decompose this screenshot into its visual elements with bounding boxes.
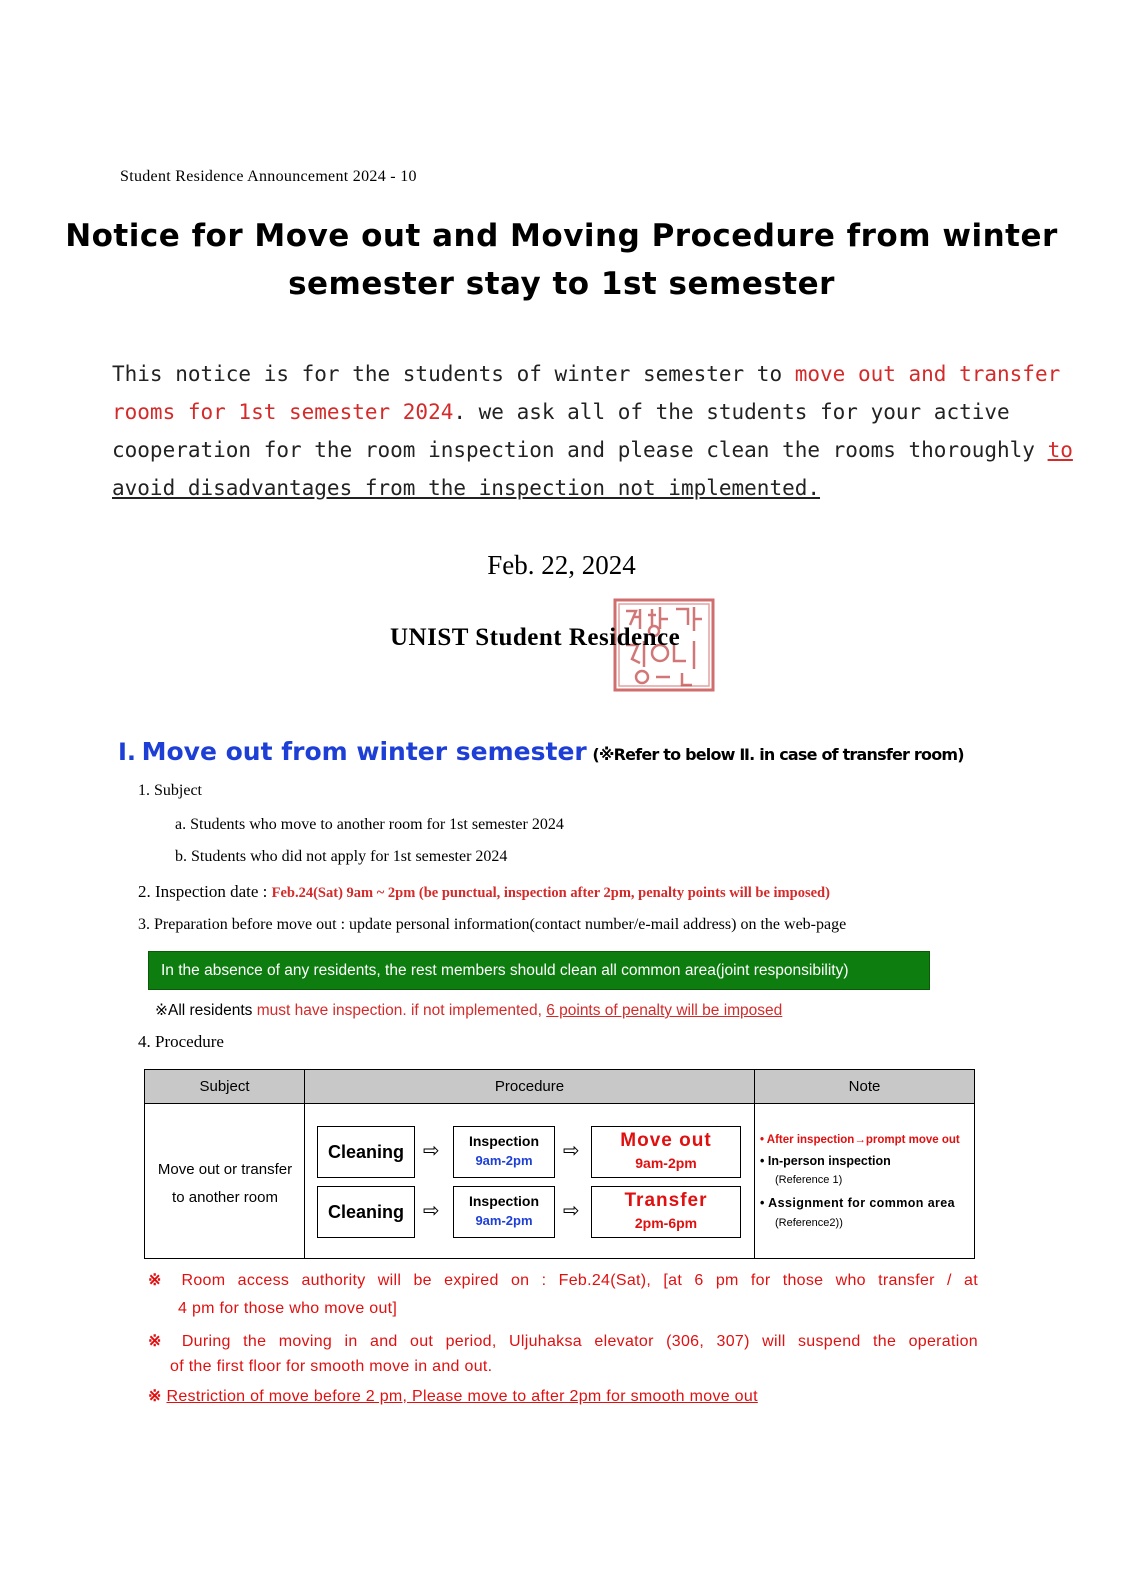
intro-highlight: to xyxy=(1047,438,1073,462)
item-subject-a: a. Students who move to another room for 1st semester 2024 xyxy=(175,816,564,833)
announcement-number: Student Residence Announcement 2024 - 10 xyxy=(120,168,417,185)
item-inspection-date xyxy=(138,882,830,902)
section-heading xyxy=(118,737,964,766)
subject-line: Move out or transfer xyxy=(157,1161,293,1178)
inspection-value: Feb.24(Sat) 9am ~ 2pm (be punctual, inspection after 2pm, penalty points will be imposed) xyxy=(271,885,830,901)
note-prefix: ※All residents xyxy=(155,1002,257,1019)
step-label: Move out xyxy=(620,1130,712,1151)
table-header-procedure: Procedure xyxy=(305,1070,755,1104)
remark-text: During the moving in and out period, Uljuhaksa elevator (306, 307) will suspend the operation xyxy=(181,1333,978,1350)
notice-date: Feb. 22, 2024 xyxy=(487,550,636,580)
procedure-table xyxy=(144,1069,975,1259)
table-header-subject: Subject xyxy=(145,1070,305,1104)
section-title: Move out from winter semester xyxy=(141,737,587,766)
inspection-penalty-note xyxy=(155,1001,782,1020)
note-reference: (Reference2)) xyxy=(775,1217,843,1229)
step-inspection xyxy=(453,1186,555,1238)
remark-text: Restriction of move before 2 pm, Please move to after 2pm for smooth move out xyxy=(166,1388,758,1405)
note-common-area: • Assignment for common area xyxy=(760,1196,956,1210)
step-time: 2pm-6pm xyxy=(634,1215,698,1231)
reference-mark-icon: ※ xyxy=(148,1388,162,1405)
item-subject-b: b. Students who did not apply for 1st semester 2024 xyxy=(175,848,508,865)
intro-text: . we ask all of the students for your active xyxy=(453,400,1010,424)
remark-access-expiry-cont: 4 pm for those who move out] xyxy=(178,1300,398,1317)
step-transfer xyxy=(591,1186,741,1238)
note-warning: must have inspection. if not implemented, xyxy=(256,1002,547,1019)
intro-line1 xyxy=(112,362,1061,386)
common-area-notice-box: In the absence of any residents, the rest members should clean all common area(joint responsibility) xyxy=(148,951,930,990)
intro-line4: avoid disadvantages from the inspection not implemented. xyxy=(112,476,821,500)
intro-line2 xyxy=(112,400,1010,424)
intro-highlight: rooms for 1st semester 2024 xyxy=(112,400,454,424)
step-move-out xyxy=(591,1126,741,1178)
step-label: Inspection xyxy=(468,1133,539,1149)
arrow-right-icon: ⇨ xyxy=(423,1138,440,1162)
step-label: Inspection xyxy=(468,1193,539,1209)
table-divider xyxy=(754,1104,755,1258)
table-header-note: Note xyxy=(755,1070,974,1104)
section-note: (※Refer to below Ⅱ. in case of transfer room) xyxy=(592,745,964,764)
step-cleaning: Cleaning xyxy=(317,1186,415,1238)
remark-elevator xyxy=(148,1331,978,1351)
intro-text: This notice is for the students of winter semester to xyxy=(112,362,795,386)
step-time: 9am-2pm xyxy=(635,1155,697,1171)
table-subject-cell xyxy=(145,1156,305,1212)
remark-text: Room access authority will be expired on : Feb.24(Sat), [at 6 pm for those who transfer / at xyxy=(181,1272,978,1289)
remark-access-expiry xyxy=(148,1270,978,1290)
remark-elevator-cont: of the first floor for smooth move in and out. xyxy=(170,1358,493,1375)
reference-mark-icon: ※ xyxy=(148,1272,170,1289)
reference-mark-icon: ※ xyxy=(148,1333,170,1350)
section-number: Ⅰ. xyxy=(118,738,137,766)
arrow-right-icon: ⇨ xyxy=(563,1138,580,1162)
remark-move-restriction xyxy=(148,1386,758,1406)
item-preparation: 3. Preparation before move out : update personal information(contact number/e-mail address) on the web-page xyxy=(138,916,847,933)
intro-highlight: move out and transfer xyxy=(794,362,1061,386)
subject-line: to another room xyxy=(172,1189,278,1206)
page-title-line1: Notice for Move out and Moving Procedure from winter xyxy=(65,218,1058,254)
step-label: Transfer xyxy=(624,1190,708,1211)
organization-name: UNIST Student Residence xyxy=(390,624,681,651)
step-time: 9am-2pm xyxy=(475,1153,533,1168)
note-in-person: • In-person inspection xyxy=(760,1154,891,1168)
intro-line3 xyxy=(112,438,1073,462)
arrow-right-icon: ⇨ xyxy=(423,1198,440,1222)
step-time: 9am-2pm xyxy=(475,1213,533,1228)
page-title-line2: semester stay to 1st semester xyxy=(288,266,835,302)
note-move-out: • After inspection→prompt move out xyxy=(760,1134,960,1146)
item-subject: 1. Subject xyxy=(138,782,202,799)
item-procedure: 4. Procedure xyxy=(138,1032,224,1051)
note-penalty: 6 points of penalty will be imposed xyxy=(546,1002,783,1019)
intro-text: cooperation for the room inspection and please clean the rooms thoroughly xyxy=(112,438,1048,462)
note-reference: (Reference 1) xyxy=(775,1174,843,1186)
step-cleaning: Cleaning xyxy=(317,1126,415,1178)
step-inspection xyxy=(453,1126,555,1178)
inspection-label: 2. Inspection date : xyxy=(138,882,272,901)
arrow-right-icon: ⇨ xyxy=(563,1198,580,1222)
